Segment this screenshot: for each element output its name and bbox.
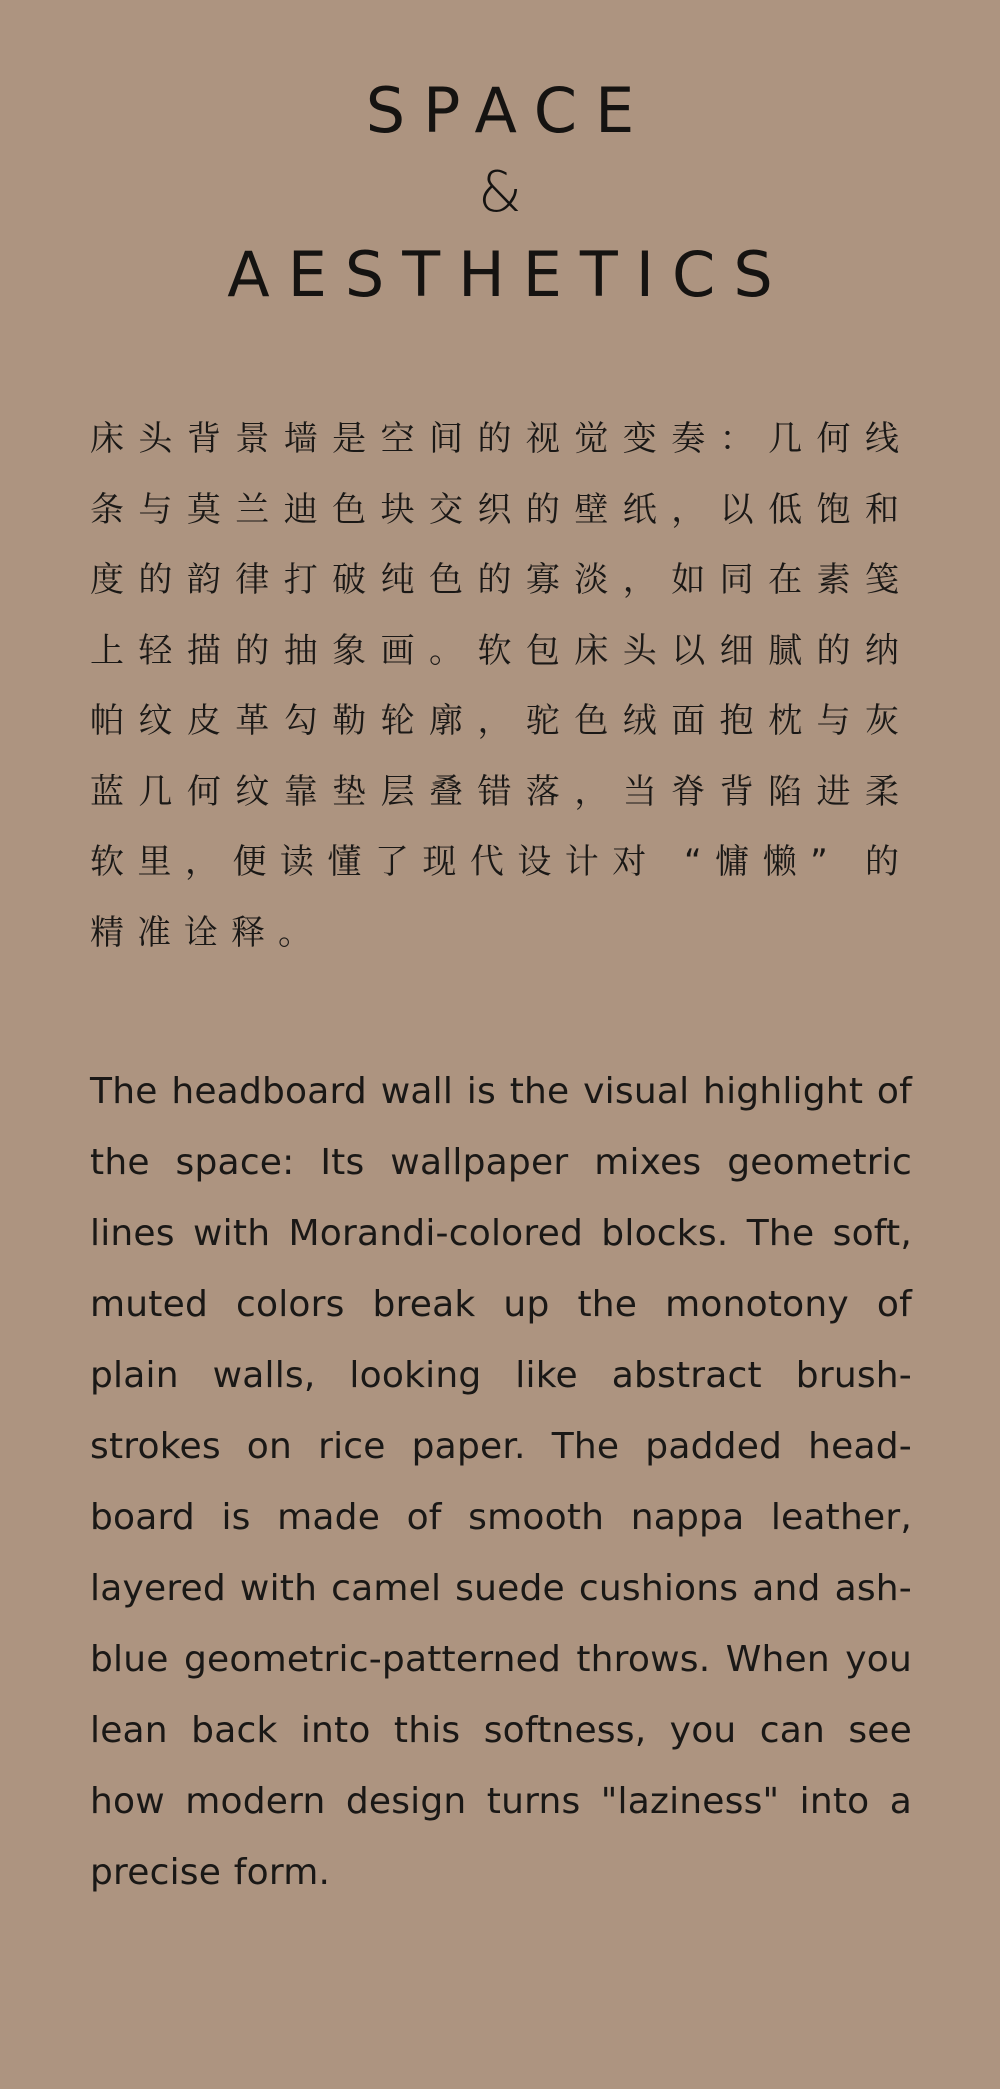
title-line-aesthetics: AESTHETICS [227,238,791,311]
chinese-paragraph: 床头背景墙是空间的视觉变奏：几何线条与莫兰迪色块交织的壁纸，以低饱和度的韵律打破纯色的寡淡，如同在素笺上轻描的抽象画。软包床头以细腻的纳帕纹皮革勾勒轮廓，驼色绒面抱枕与灰蓝几何纹靠垫层叠错落，当脊背陷进柔软里，便读懂了现代设计对 “慵懒” 的精准诠释。 [90,419,912,953]
title-line-space: SPACE [365,74,653,147]
page-title [0,70,1000,316]
title-ampersand: & [478,160,522,225]
english-paragraph: The headboard wall is the visual highlight of the space: Its wallpaper mixes geometric lines with Morandi-colored blocks. The soft, muted colors break up the monotony of plain walls, looking like abstract brush-strokes on rice paper. The padded head-board is made of smooth nappa leather, layered with camel suede cushions and ash-blue geometric-patterned throws. When you lean back into this softness, you can see how modern design turns "laziness" into a precise form. [90,1071,912,1893]
